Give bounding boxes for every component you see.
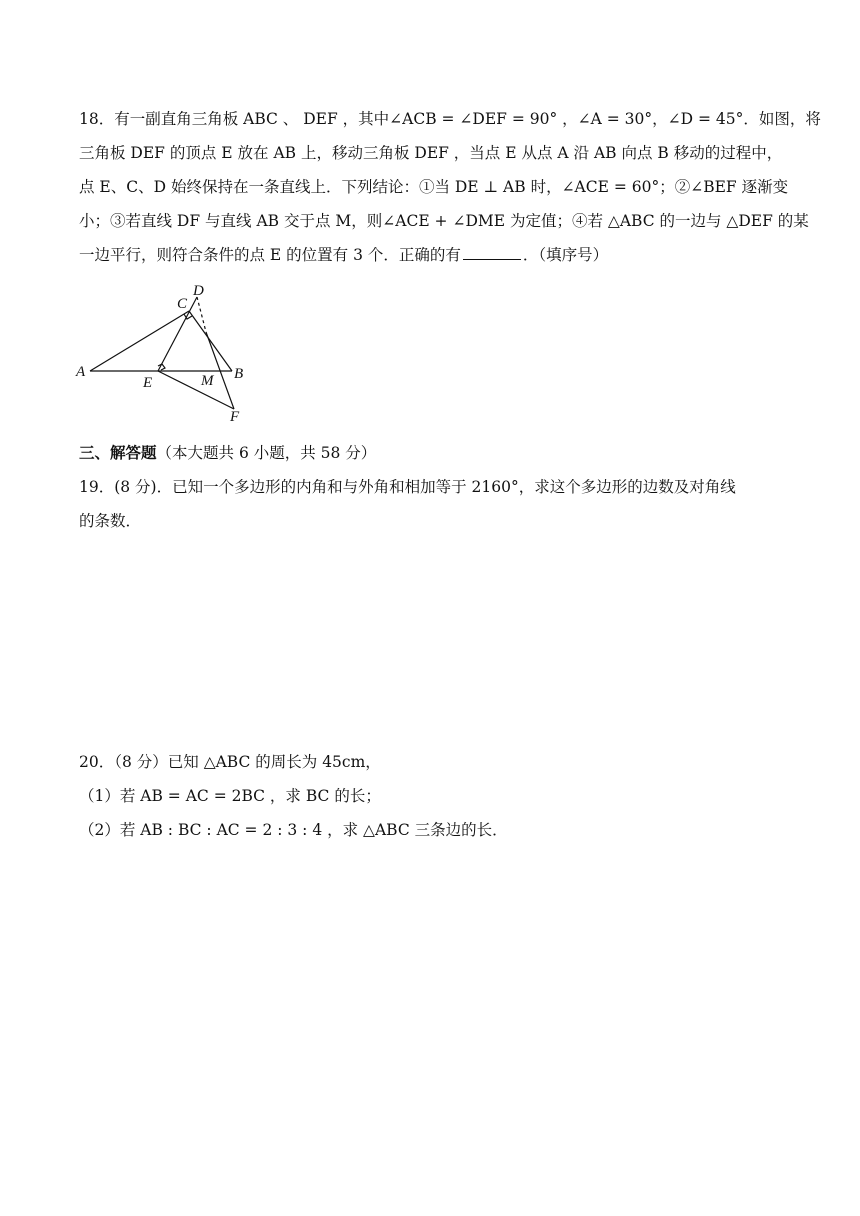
label-M: M <box>201 373 214 389</box>
label-F: F <box>230 409 240 425</box>
q18-line-1: 18．有一副直角三角板 ABC 、 DEF ，其中∠ACB = ∠DEF = 90° ，∠A = 30°，∠D = 45°．如图，将 <box>79 110 821 128</box>
section-3-title: 三、解答题 <box>79 443 157 462</box>
section-3-heading <box>79 442 376 464</box>
q18-line-4: 小；③若直线 DF 与直线 AB 交于点 M，则∠ACE + ∠DME 为定值；④若 △ABC 的一边与 △DEF 的某 <box>79 212 809 230</box>
q20-line-1: 20．（8 分）已知 △ABC 的周长为 45cm， <box>79 753 381 771</box>
q18-line-5-text: 一边平行，则符合条件的点 E 的位置有 3 个．正确的有 <box>79 246 461 264</box>
q18-line-5-tail: ．（填序号） <box>522 246 609 264</box>
segment-DF-dashed <box>197 297 206 332</box>
label-E: E <box>143 375 153 391</box>
label-B: B <box>234 366 244 382</box>
label-A: A <box>76 364 86 380</box>
q18-line-5 <box>79 244 608 266</box>
q19-line-2: 的条数． <box>79 512 142 530</box>
triangle-figure <box>74 280 274 430</box>
answer-blank[interactable] <box>463 245 521 260</box>
q18-line-3: 点 E、C、D 始终保持在一条直线上．下列结论：①当 DE ⊥ AB 时，∠ACE = 60°；②∠BEF 逐渐变 <box>79 178 789 196</box>
q19-line-1: 19．(8 分)．已知一个多边形的内角和与外角和相加等于 2160°，求这个多边形的边数及对角线 <box>79 478 736 496</box>
section-3-note: （本大题共 6 小题，共 58 分） <box>156 444 377 462</box>
label-D: D <box>193 283 204 299</box>
q20-line-3: （2）若 AB : BC : AC = 2 : 3 : 4 ，求 △ABC 三条边的长． <box>79 821 508 839</box>
q18-line-2: 三角板 DEF 的顶点 E 放在 AB 上，移动三角板 DEF ，当点 E 从点 A 沿 AB 向点 B 移动的过程中， <box>79 144 783 162</box>
q20-line-2: （1）若 AB = AC = 2BC ，求 BC 的长； <box>79 787 381 805</box>
label-C: C <box>177 296 188 312</box>
segment-CB <box>189 311 232 371</box>
